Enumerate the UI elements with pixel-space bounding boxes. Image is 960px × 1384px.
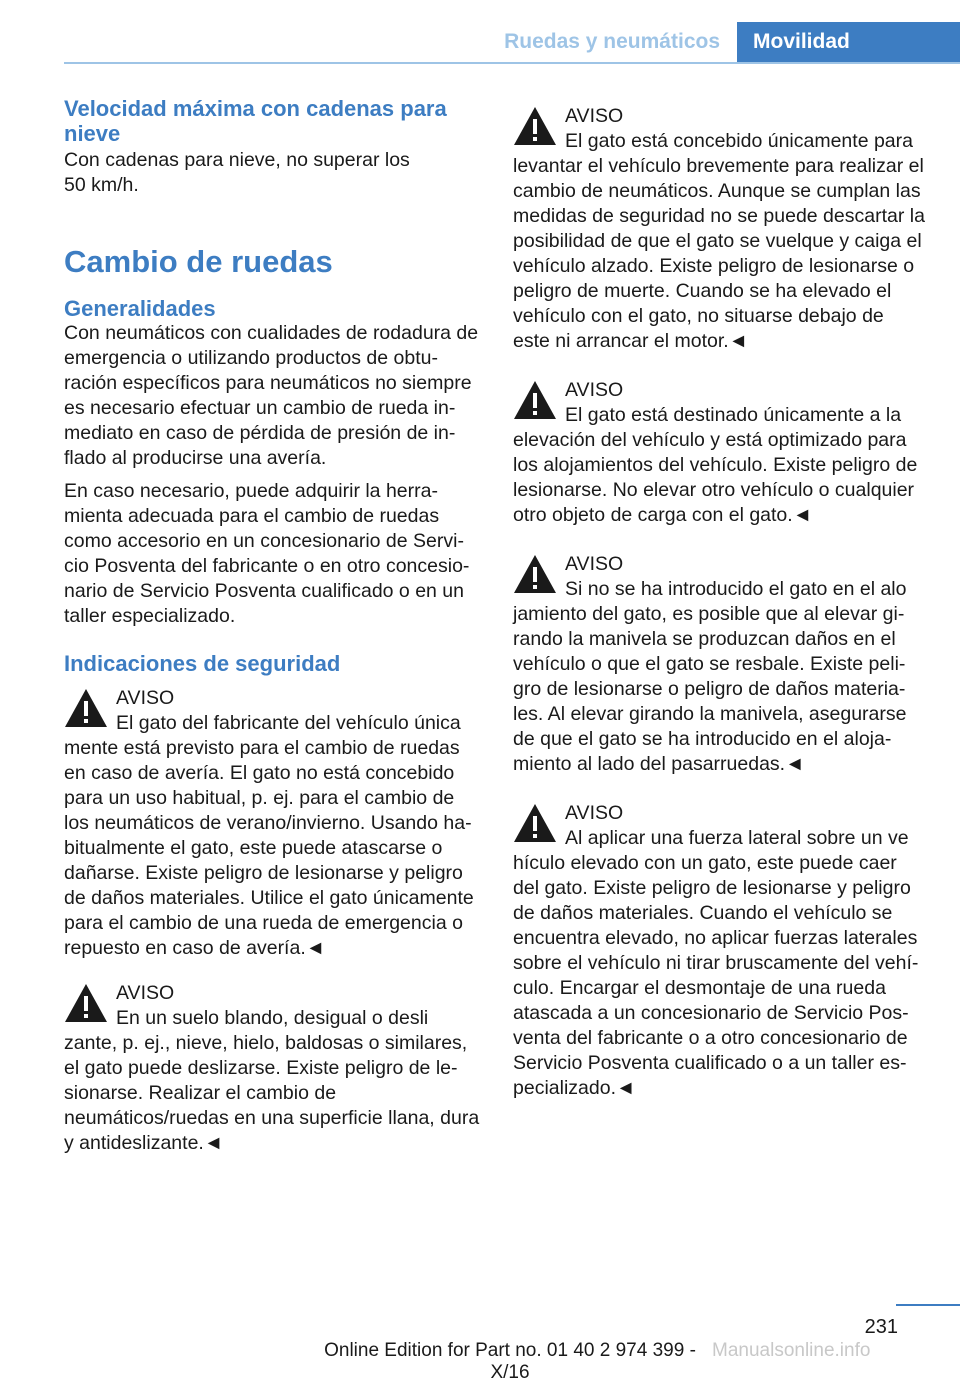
- warning-block: [513, 801, 925, 1101]
- warning-text-first-line: Al aplicar una fuerza lateral sobre un ve: [565, 827, 909, 849]
- warning-title: AVISO: [116, 687, 175, 709]
- warning-text: hículo elevado con un gato, este puede caer del gato. Existe peligro de lesionarse y peligro de daños materiales. Cuando el vehículo se encuentra elevado, no aplicar fuerzas laterales sobre el vehículo ni tirar bruscamente del vehículo. Encargar el desmontaje de una rueda atascada a un concesionario de Servicio Posventa del fabricante o a otro concesionario de Servicio Posventa cualificado o a un taller especializado.◄: [513, 852, 919, 1099]
- warning-title: AVISO: [565, 105, 624, 127]
- warning-triangle-icon: [513, 380, 557, 420]
- warning-title: AVISO: [565, 553, 624, 575]
- warning-text-first-line: El gato del fabricante del vehículo única: [116, 712, 461, 734]
- warning-triangle-icon: [64, 983, 108, 1023]
- warning-text: levantar el vehículo brevemente para realizar el cambio de neumáticos. Aunque se cumplan las medidas de seguridad no se puede descartar la posibilidad de que el gato se vuelque y caiga el vehículo alzado. Existe peligro de lesionarse o peligro de muerte. Cuando se ha elevado el vehículo con el gato, no situarse debajo de este ni arrancar el motor.◄: [513, 155, 925, 352]
- warning-block: [64, 686, 482, 961]
- warning-text-first-line: El gato está concebido únicamente para: [565, 130, 913, 152]
- general-paragraph-1: Con neumáticos con cualidades de rodadura de emergencia o utilizando productos de obturación específicos para neumáticos no siempre es necesario efectuar un cambio de rueda inmediato en caso de pérdida de presión de inflado al producirse una avería.: [64, 322, 479, 469]
- warning-text: zante, p. ej., nieve, hielo, baldosas o similares, el gato puede deslizarse. Existe peligro de lesionarse. Realizar el cambio de neumáticos/ruedas en una superficie llana, dura y antideslizante.◄: [64, 1032, 480, 1154]
- warning-title: AVISO: [565, 379, 624, 401]
- warning-title: AVISO: [565, 802, 624, 824]
- right-column: [513, 104, 925, 1101]
- header-section-title: Ruedas y neumáticos: [504, 30, 720, 53]
- left-column: [64, 96, 482, 1156]
- warning-block: [64, 981, 482, 1156]
- warning-block: [513, 552, 925, 777]
- warning-text: jamiento del gato, es posible que al elevar girando la manivela se produzcan daños en el vehículo o que el gato se resbale. Existe peligro de lesionarse o peligro de daños materiales. Al elevar girando la manivela, asegurarse de que el gato se ha introducido en el alojamiento al lado del pasarruedas.◄: [513, 603, 907, 775]
- warning-block: [513, 104, 925, 354]
- warning-text: mente está previsto para el cambio de ruedas en caso de avería. El gato no está concebido para un uso habitual, p. ej. para el cambio de los neumáticos de verano/invierno. Usando habitualmente el gato, este puede atascarse o dañarse. Existe peligro de lesionarse y peligro de daños materiales. Utilice el gato únicamente para el cambio de una rueda de emergencia o repuesto en caso de avería.◄: [64, 737, 474, 959]
- warning-triangle-icon: [64, 688, 108, 728]
- speed-text: Con cadenas para nieve, no superar los 50 km/h.: [64, 149, 410, 196]
- edition-note: Online Edition for Part no. 01 40 2 974 399 - X/16: [324, 1340, 696, 1383]
- warning-text-first-line: En un suelo blando, desigual o desli: [116, 1007, 429, 1029]
- page-header: [0, 0, 960, 64]
- warning-text-first-line: El gato está destinado únicamente a la: [565, 404, 902, 426]
- safety-heading: Indicaciones de seguridad: [64, 651, 341, 676]
- warning-title: AVISO: [116, 982, 175, 1004]
- header-chapter-tab: Movilidad: [737, 22, 960, 62]
- warning-triangle-icon: [513, 803, 557, 843]
- watermark: Manualsonline.info: [712, 1340, 871, 1361]
- footer-rule: [896, 1304, 960, 1306]
- warning-text-first-line: Si no se ha introducido el gato en el alo: [565, 578, 907, 600]
- general-heading: Generalidades: [64, 296, 216, 321]
- page-number: 231: [864, 1316, 898, 1338]
- header-rule: [64, 62, 960, 64]
- main-heading: Cambio de ruedas: [64, 244, 333, 279]
- speed-heading: Velocidad máxima con cadenas para nieve: [64, 96, 447, 146]
- warning-triangle-icon: [513, 106, 557, 146]
- warning-triangle-icon: [513, 554, 557, 594]
- warning-text: elevación del vehículo y está optimizado para los alojamientos del vehículo. Existe peligro de lesionarse. No elevar otro vehículo o cualquier otro objeto de carga con el gato.◄: [513, 429, 918, 526]
- general-paragraph-2: En caso necesario, puede adquirir la herramienta adecuada para el cambio de ruedas como accesorio en un concesionario de Servicio Posventa del fabricante o en otro concesionario de Servicio Posventa cualificado o en un taller especializado.: [64, 480, 470, 627]
- warning-block: [513, 378, 925, 528]
